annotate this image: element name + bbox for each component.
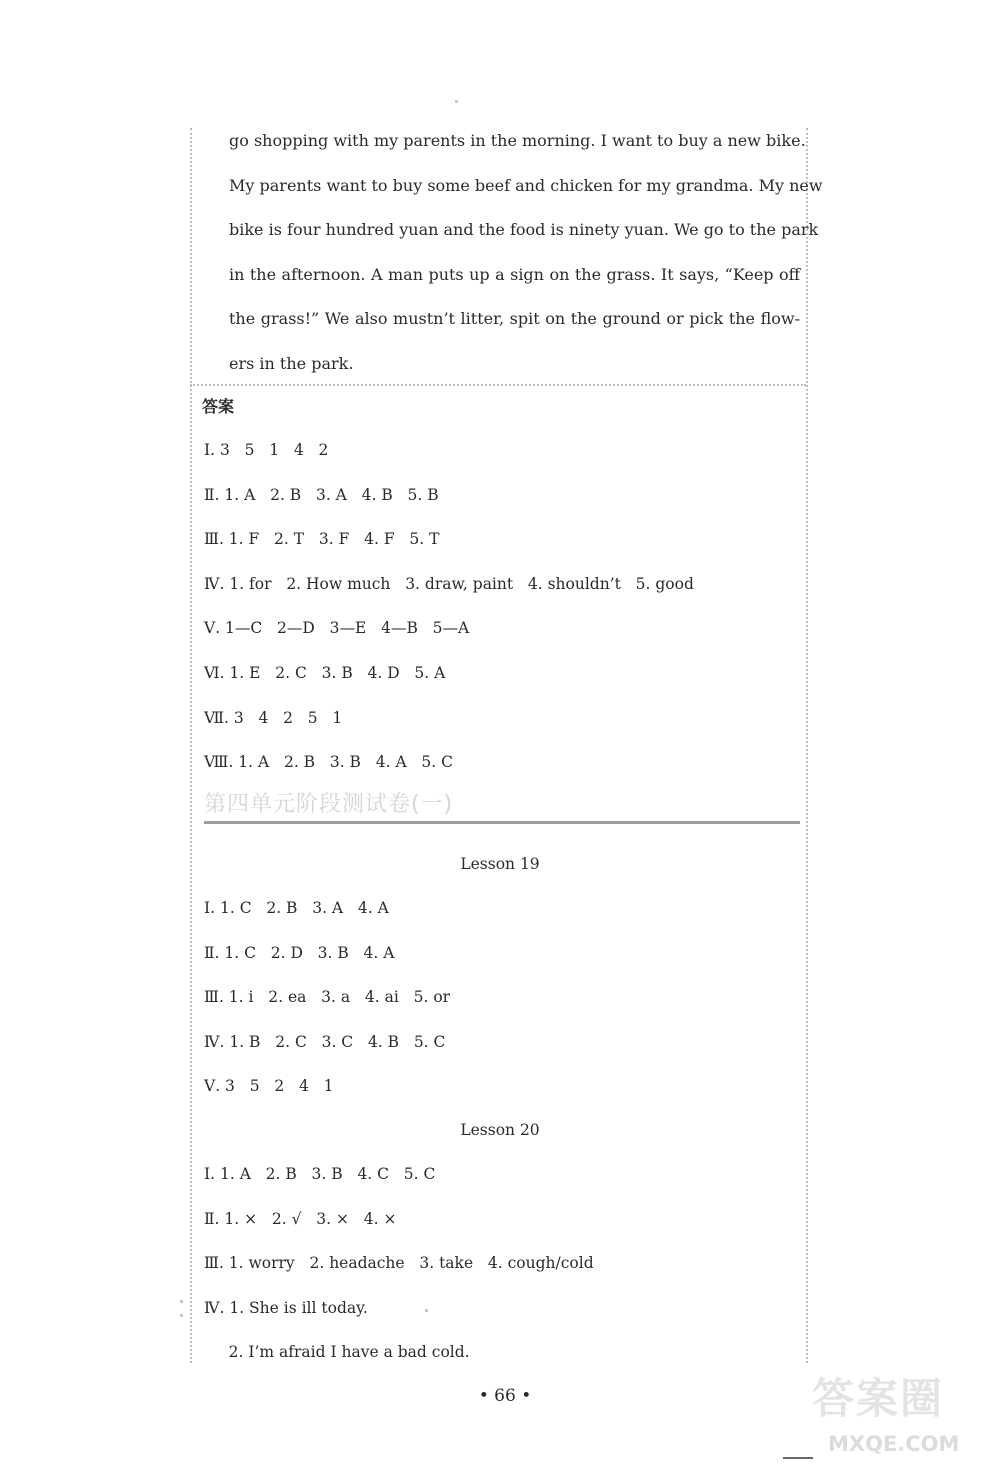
answer-line: 2. I’m afraid I have a bad cold. [204, 1343, 470, 1362]
answer-line: Ⅴ. 3 5 2 4 1 [204, 1077, 334, 1096]
answer-line: Ⅲ. 1. i 2. ea 3. a 4. ai 5. or [204, 988, 451, 1007]
scan-speck [180, 1300, 183, 1303]
site-watermark [812, 1372, 984, 1464]
answer-line: Ⅶ. 3 4 2 5 1 [204, 708, 343, 727]
answer-line: Ⅱ. 1. × 2. √ 3. × 4. × [204, 1209, 397, 1228]
answers-list [204, 428, 794, 785]
footer-rule [783, 1457, 813, 1459]
answer-line: Ⅳ. 1. for 2. How much 3. draw, paint 4. shouldn’t 5. good [204, 574, 694, 593]
passage-line: the grass!” We also mustn’t litter, spit on the ground or pick the flow- [229, 309, 800, 329]
lesson-20-title: Lesson 20 [460, 1121, 540, 1139]
scan-speck [455, 100, 458, 103]
answer-line: Ⅱ. 1. A 2. B 3. A 4. B 5. B [204, 485, 439, 504]
page-number: • 66 • [478, 1386, 532, 1406]
lesson-19-title: Lesson 19 [460, 855, 540, 873]
answer-line: Ⅱ. 1. C 2. D 3. B 4. A [204, 943, 395, 962]
passage-line: go shopping with my parents in the morning. I want to buy a new bike. [229, 131, 806, 150]
answer-line: Ⅲ. 1. F 2. T 3. F 4. F 5. T [204, 530, 440, 549]
answers-heading: 答案 [202, 397, 235, 416]
lesson-19-answers [204, 886, 794, 1109]
watermark-url: MXQE.COM [828, 1432, 960, 1456]
answer-line: Ⅰ. 1. C 2. B 3. A 4. A [204, 899, 389, 917]
passage-line: ers in the park. [229, 353, 354, 373]
answer-line: Ⅵ. 1. E 2. C 3. B 4. D 5. A [204, 663, 446, 682]
answer-line: Ⅴ. 1—C 2—D 3—E 4—B 5—A [204, 619, 470, 638]
right-dotted-border [806, 128, 808, 1363]
scan-speck [180, 1314, 183, 1317]
section-divider [204, 821, 800, 824]
left-dotted-border [190, 128, 192, 1363]
answer-line: Ⅳ. 1. B 2. C 3. C 4. B 5. C [204, 1032, 446, 1051]
passage-line: My parents want to buy some beef and chicken for my grandma. My new [229, 175, 823, 195]
answer-line: Ⅷ. 1. A 2. B 3. B 4. A 5. C [204, 753, 453, 772]
watermark-logo-text: 答案圈 [812, 1374, 945, 1423]
answer-line: Ⅰ. 3 5 1 4 2 [204, 441, 329, 459]
answer-line: Ⅳ. 1. She is ill today. [204, 1298, 368, 1317]
answer-line: Ⅲ. 1. worry 2. headache 3. take 4. cough/cold [204, 1254, 594, 1273]
answer-line: Ⅰ. 1. A 2. B 3. B 4. C 5. C [204, 1165, 436, 1183]
section-title: 第四单元阶段测试卷(一) [204, 792, 454, 817]
lesson-20-answers [204, 1152, 794, 1375]
passage-line: bike is four hundred yuan and the food is ninety yuan. We go to the park [229, 220, 819, 240]
listening-passage [229, 119, 823, 387]
passage-line: in the afternoon. A man puts up a sign on the grass. It says, “Keep off [229, 264, 800, 284]
